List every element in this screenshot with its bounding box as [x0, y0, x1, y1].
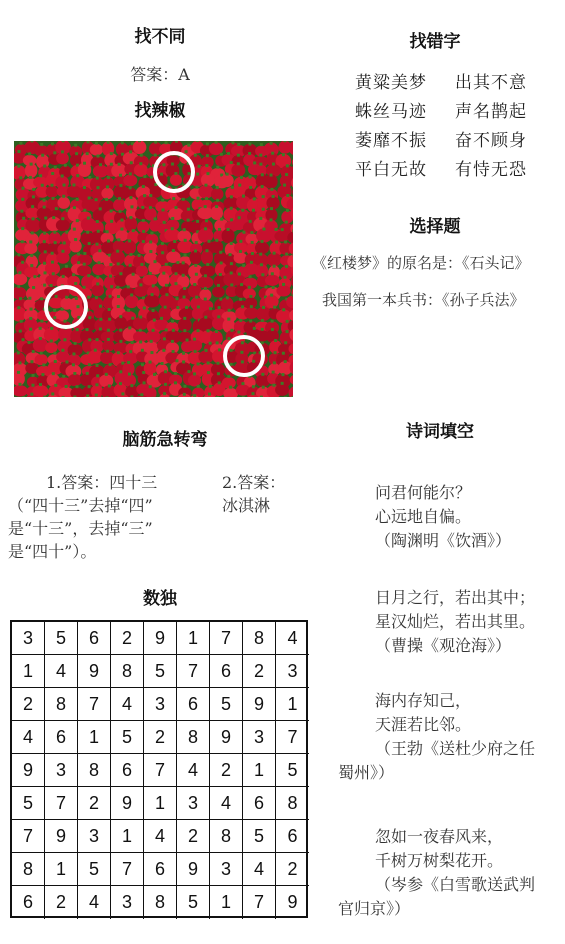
- sudoku-cell: 4: [243, 853, 276, 886]
- sudoku-cell: 8: [177, 721, 210, 754]
- sudoku-title: 数独: [143, 589, 177, 609]
- sudoku-cell: 9: [144, 622, 177, 655]
- sudoku-cell: 1: [78, 721, 111, 754]
- poem-4-source-cont: 官归京》）: [338, 899, 411, 918]
- find-pepper-title: 找辣椒: [134, 101, 186, 121]
- poem-1-line-2: 心远地自偏。: [375, 507, 472, 526]
- idiom-r2-c2: 声名鹊起: [455, 102, 527, 122]
- sudoku-cell: 4: [12, 721, 45, 754]
- sudoku-cell: 6: [144, 853, 177, 886]
- sudoku-cell: 1: [210, 886, 243, 919]
- sudoku-cell: 8: [243, 622, 276, 655]
- sudoku-cell: 6: [12, 886, 45, 919]
- idiom-r2-c1: 蛛丝马迹: [355, 102, 427, 122]
- sudoku-cell: 4: [111, 688, 144, 721]
- sudoku-cell: 6: [276, 820, 309, 853]
- idiom-r1-c2: 出其不意: [455, 73, 527, 93]
- sudoku-cell: 1: [177, 622, 210, 655]
- sudoku-cell: 8: [45, 688, 78, 721]
- sudoku-cell: 6: [78, 622, 111, 655]
- poem-3-line-1: 海内存知己，: [375, 691, 472, 710]
- sudoku-cell: 2: [111, 622, 144, 655]
- poem-2-line-1: 日月之行，若出其中；: [375, 588, 536, 607]
- brain-answer-2-line2: 冰淇淋: [222, 496, 271, 515]
- sudoku-cell: 4: [210, 787, 243, 820]
- sudoku-cell: 6: [210, 655, 243, 688]
- sudoku-cell: 9: [45, 820, 78, 853]
- sudoku-cell: 3: [177, 787, 210, 820]
- choice-q1: 《红楼梦》的原名是：《石头记》: [312, 254, 530, 272]
- sudoku-cell: 7: [276, 721, 309, 754]
- sudoku-cell: 2: [177, 820, 210, 853]
- sudoku-cell: 3: [144, 688, 177, 721]
- sudoku-cell: 3: [111, 886, 144, 919]
- brain-answer-1-line2: （“四十三”去掉“四”: [8, 496, 153, 515]
- sudoku-cell: 8: [276, 787, 309, 820]
- sudoku-cell: 7: [12, 820, 45, 853]
- sudoku-cell: 8: [210, 820, 243, 853]
- sudoku-cell: 1: [276, 688, 309, 721]
- sudoku-cell: 2: [276, 853, 309, 886]
- sudoku-cell: 1: [243, 754, 276, 787]
- sudoku-cell: 3: [243, 721, 276, 754]
- sudoku-cell: 8: [111, 655, 144, 688]
- sudoku-cell: 3: [78, 820, 111, 853]
- sudoku-cell: 4: [177, 754, 210, 787]
- sudoku-cell: 9: [287, 892, 298, 912]
- sudoku-cell: 1: [12, 655, 45, 688]
- poem-2: [375, 586, 535, 658]
- sudoku-cell: 5: [78, 853, 111, 886]
- sudoku-cell: 5: [177, 886, 210, 919]
- find-diff-title: 找不同: [134, 27, 186, 47]
- poem-2-line-2: 星汉灿烂，若出其里。: [375, 612, 536, 631]
- sudoku-cell: 1: [45, 853, 78, 886]
- poem-4: [338, 825, 560, 921]
- sudoku-cell: 2: [12, 688, 45, 721]
- idiom-r3-c2: 奋不顾身: [455, 131, 527, 151]
- choice-q2: 我国第一本兵书：《孙子兵法》: [322, 291, 525, 309]
- sudoku-cell: 5: [210, 688, 243, 721]
- poem-1-line-1: 问君何能尔？: [375, 483, 472, 502]
- sudoku-cell: 8: [78, 754, 111, 787]
- sudoku-cell: 4: [144, 820, 177, 853]
- poem-3-source: （王勃《送杜少府之任: [375, 739, 536, 758]
- sudoku-cell: 2: [144, 721, 177, 754]
- sudoku-cell: 7: [45, 787, 78, 820]
- poem-2-source: （曹操《观沧海》）: [375, 636, 512, 655]
- sudoku-cell: 9: [177, 853, 210, 886]
- sudoku-cell: 5: [243, 820, 276, 853]
- poem-3-source-cont: 蜀州》）: [338, 763, 395, 782]
- sudoku-cell: 5: [276, 754, 309, 787]
- sudoku-cell: 7: [177, 655, 210, 688]
- brain-answer-1-line4: 是“四十”）。: [8, 542, 97, 561]
- poem-3: [338, 689, 560, 785]
- sudoku-cell: 3: [210, 853, 243, 886]
- sudoku-cell: 9: [210, 721, 243, 754]
- pepper-field-illustration: [14, 141, 293, 397]
- sudoku-cell: 3: [45, 754, 78, 787]
- sudoku-cell: 2: [243, 655, 276, 688]
- sudoku-cell: 4: [45, 655, 78, 688]
- typo-list: [355, 68, 555, 180]
- sudoku-cell: 5: [12, 787, 45, 820]
- poem-1-source: （陶渊明《饮酒》）: [375, 531, 512, 550]
- sudoku-cell: 6: [243, 787, 276, 820]
- sudoku-cell: 5: [144, 655, 177, 688]
- poem-3-line-2: 天涯若比邻。: [375, 715, 472, 734]
- sudoku-cell: 2: [45, 886, 78, 919]
- sudoku-cell: 6: [111, 754, 144, 787]
- sudoku-cell: 9: [78, 655, 111, 688]
- pepper-puzzle-image: [14, 141, 293, 397]
- sudoku-cell: 7: [210, 622, 243, 655]
- sudoku-cell: 8: [12, 853, 45, 886]
- idiom-r4-c2: 有恃无恐: [455, 160, 527, 180]
- sudoku-cell: 1: [144, 787, 177, 820]
- find-diff-answer: 答案：A: [130, 65, 190, 84]
- sudoku-cell: 6: [45, 721, 78, 754]
- idiom-r1-c1: 黄粱美梦: [355, 73, 427, 93]
- idiom-r3-c1: 萎靡不振: [355, 131, 427, 151]
- sudoku-cell: 8: [144, 886, 177, 919]
- brain-answer-1-line1: 1.答案：四十三: [46, 473, 158, 492]
- sudoku-cell: 9: [243, 688, 276, 721]
- sudoku-cell: 3: [12, 622, 45, 655]
- sudoku-grid: [10, 620, 308, 918]
- brain-answer-1-line3: 是“十三”，去掉“三”: [8, 519, 153, 538]
- poem-1: [375, 481, 511, 553]
- sudoku-cell: 7: [144, 754, 177, 787]
- sudoku-cell: 2: [78, 787, 111, 820]
- sudoku-cell: 1: [111, 820, 144, 853]
- sudoku-cell: 2: [210, 754, 243, 787]
- sudoku-cell: 4: [276, 622, 309, 655]
- sudoku-cell: 5: [111, 721, 144, 754]
- idiom-r4-c1: 平白无故: [355, 160, 427, 180]
- sudoku-cell: 5: [45, 622, 78, 655]
- sudoku-cell: 3: [276, 655, 309, 688]
- poem-4-line-1: 忽如一夜春风来，: [375, 827, 504, 846]
- sudoku-cell: 7: [111, 853, 144, 886]
- choice-title: 选择题: [409, 217, 461, 237]
- poem-4-line-2: 千树万树梨花开。: [375, 851, 504, 870]
- sudoku-cell: 4: [78, 886, 111, 919]
- poem-4-source: （岑参《白雪歌送武判: [375, 875, 536, 894]
- find-typo-title: 找错字: [409, 32, 461, 52]
- brain-teaser-title: 脑筋急转弯: [122, 430, 208, 450]
- sudoku-cell: 6: [177, 688, 210, 721]
- poetry-title: 诗词填空: [406, 422, 474, 442]
- sudoku-cell: 9: [12, 754, 45, 787]
- sudoku-cell: 9: [111, 787, 144, 820]
- brain-answer-2-line1: 2.答案：: [222, 473, 286, 492]
- sudoku-cell: 7: [243, 886, 276, 919]
- sudoku-cell: 7: [78, 688, 111, 721]
